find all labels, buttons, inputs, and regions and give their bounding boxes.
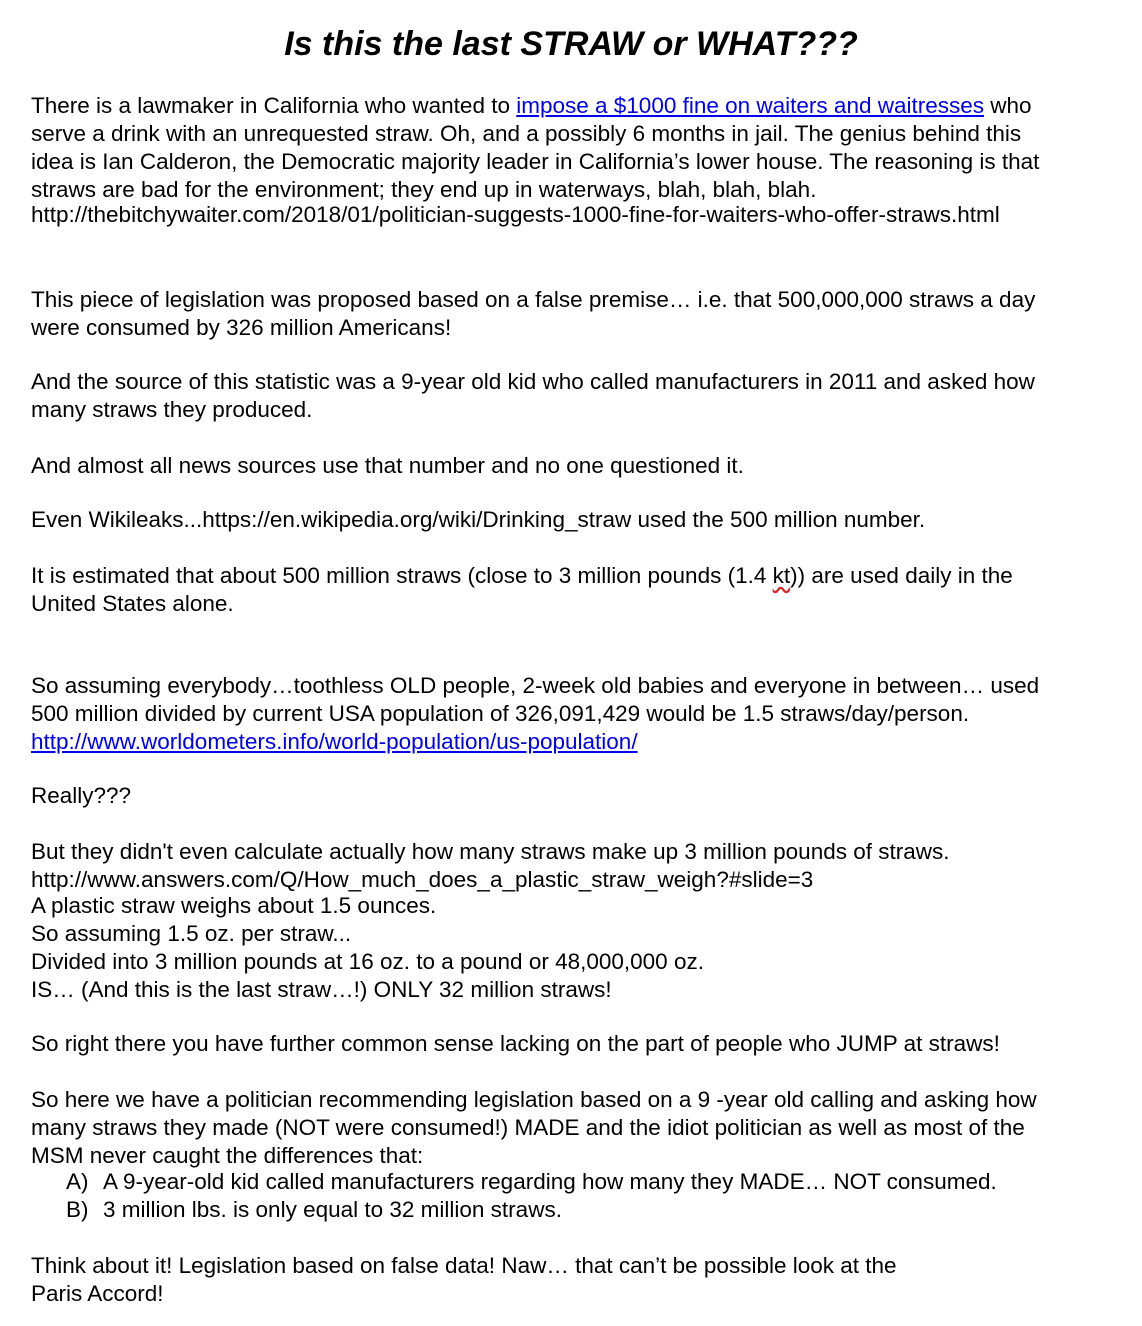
para2-line1: This piece of legislation was proposed based on a false premise… i.e. that 500,000,000 straws a day — [31, 287, 1036, 312]
para2-line2: were consumed by 326 million Americans! — [31, 315, 452, 340]
page-title: Is this the last STRAW or WHAT??? — [284, 25, 858, 63]
para6-line2: United States alone. — [31, 591, 234, 616]
answers-url-text: http://www.answers.com/Q/How_much_does_a_plastic_straw_weigh?#slide=3 — [31, 867, 814, 892]
para4: And almost all news sources use that number and no one questioned it. — [31, 453, 744, 478]
para7-line3 — [31, 728, 638, 756]
para6-text: It is estimated that about 500 million straws (close to 3 million pounds (1.4 — [31, 563, 773, 588]
bitchywaiter-url-text: http://thebitchywaiter.com/2018/01/politician-suggests-1000-fine-for-waiters-who-offer-straws.html — [31, 202, 1000, 227]
list-item: 3 million lbs. is only equal to 32 million straws. — [103, 1197, 562, 1222]
para12-line2: Paris Accord! — [31, 1281, 164, 1306]
para12-line1: Think about it! Legislation based on false data! Naw… that can’t be possible look at the — [31, 1253, 897, 1278]
para9-line4: So assuming 1.5 oz. per straw... — [31, 921, 352, 946]
para10: So right there you have further common sense lacking on the part of people who JUMP at straws! — [31, 1031, 1000, 1056]
para6-text-end: )) are used daily in the — [790, 563, 1013, 588]
para11-line2: many straws they made (NOT were consumed!) MADE and the idiot politician as well as most of the — [31, 1115, 1025, 1140]
para1-line4: straws are bad for the environment; they end up in waterways, blah, blah, blah. — [31, 177, 817, 202]
worldometers-link[interactable]: http://www.worldometers.info/world-population/us-population/ — [31, 729, 638, 754]
para1-text-end: who — [984, 93, 1032, 118]
list-marker: B) — [66, 1197, 89, 1222]
para7-line1: So assuming everybody…toothless OLD people, 2-week old babies and everyone in between… used — [31, 673, 1040, 698]
para11-line3: MSM never caught the differences that: — [31, 1143, 424, 1168]
spellcheck-word: kt — [772, 563, 791, 588]
list-item: A 9-year-old kid called manufacturers regarding how many they MADE… NOT consumed. — [103, 1169, 997, 1194]
list-marker: A) — [66, 1169, 89, 1194]
fine-article-link[interactable]: impose a $1000 fine on waiters and waitresses — [516, 93, 984, 118]
para7-line2: 500 million divided by current USA population of 326,091,429 would be 1.5 straws/day/person. — [31, 701, 970, 726]
para9-line5: Divided into 3 million pounds at 16 oz. to a pound or 48,000,000 oz. — [31, 949, 704, 974]
para3-line2: many straws they produced. — [31, 397, 313, 422]
para1-line1 — [31, 92, 1032, 120]
para9-line3: A plastic straw weighs about 1.5 ounces. — [31, 893, 437, 918]
para1-line2: serve a drink with an unrequested straw. Oh, and a possibly 6 months in jail. The genius behind this — [31, 121, 1022, 146]
para9-line1: But they didn't even calculate actually how many straws make up 3 million pounds of straws. — [31, 839, 950, 864]
para5: Even Wikileaks...https://en.wikipedia.org/wiki/Drinking_straw used the 500 million number. — [31, 507, 926, 532]
para1-line3: idea is Ian Calderon, the Democratic majority leader in California’s lower house. The reasoning is that — [31, 149, 1040, 174]
para11-line1: So here we have a politician recommending legislation based on a 9 -year old calling and asking how — [31, 1087, 1037, 1112]
para1-text: There is a lawmaker in California who wanted to — [31, 93, 517, 118]
para9-line6: IS… (And this is the last straw…!) ONLY 32 million straws! — [31, 977, 612, 1002]
para3-line1: And the source of this statistic was a 9-year old kid who called manufacturers in 2011 and asked how — [31, 369, 1035, 394]
para6-line1 — [31, 562, 1013, 590]
para8: Really??? — [31, 783, 132, 808]
